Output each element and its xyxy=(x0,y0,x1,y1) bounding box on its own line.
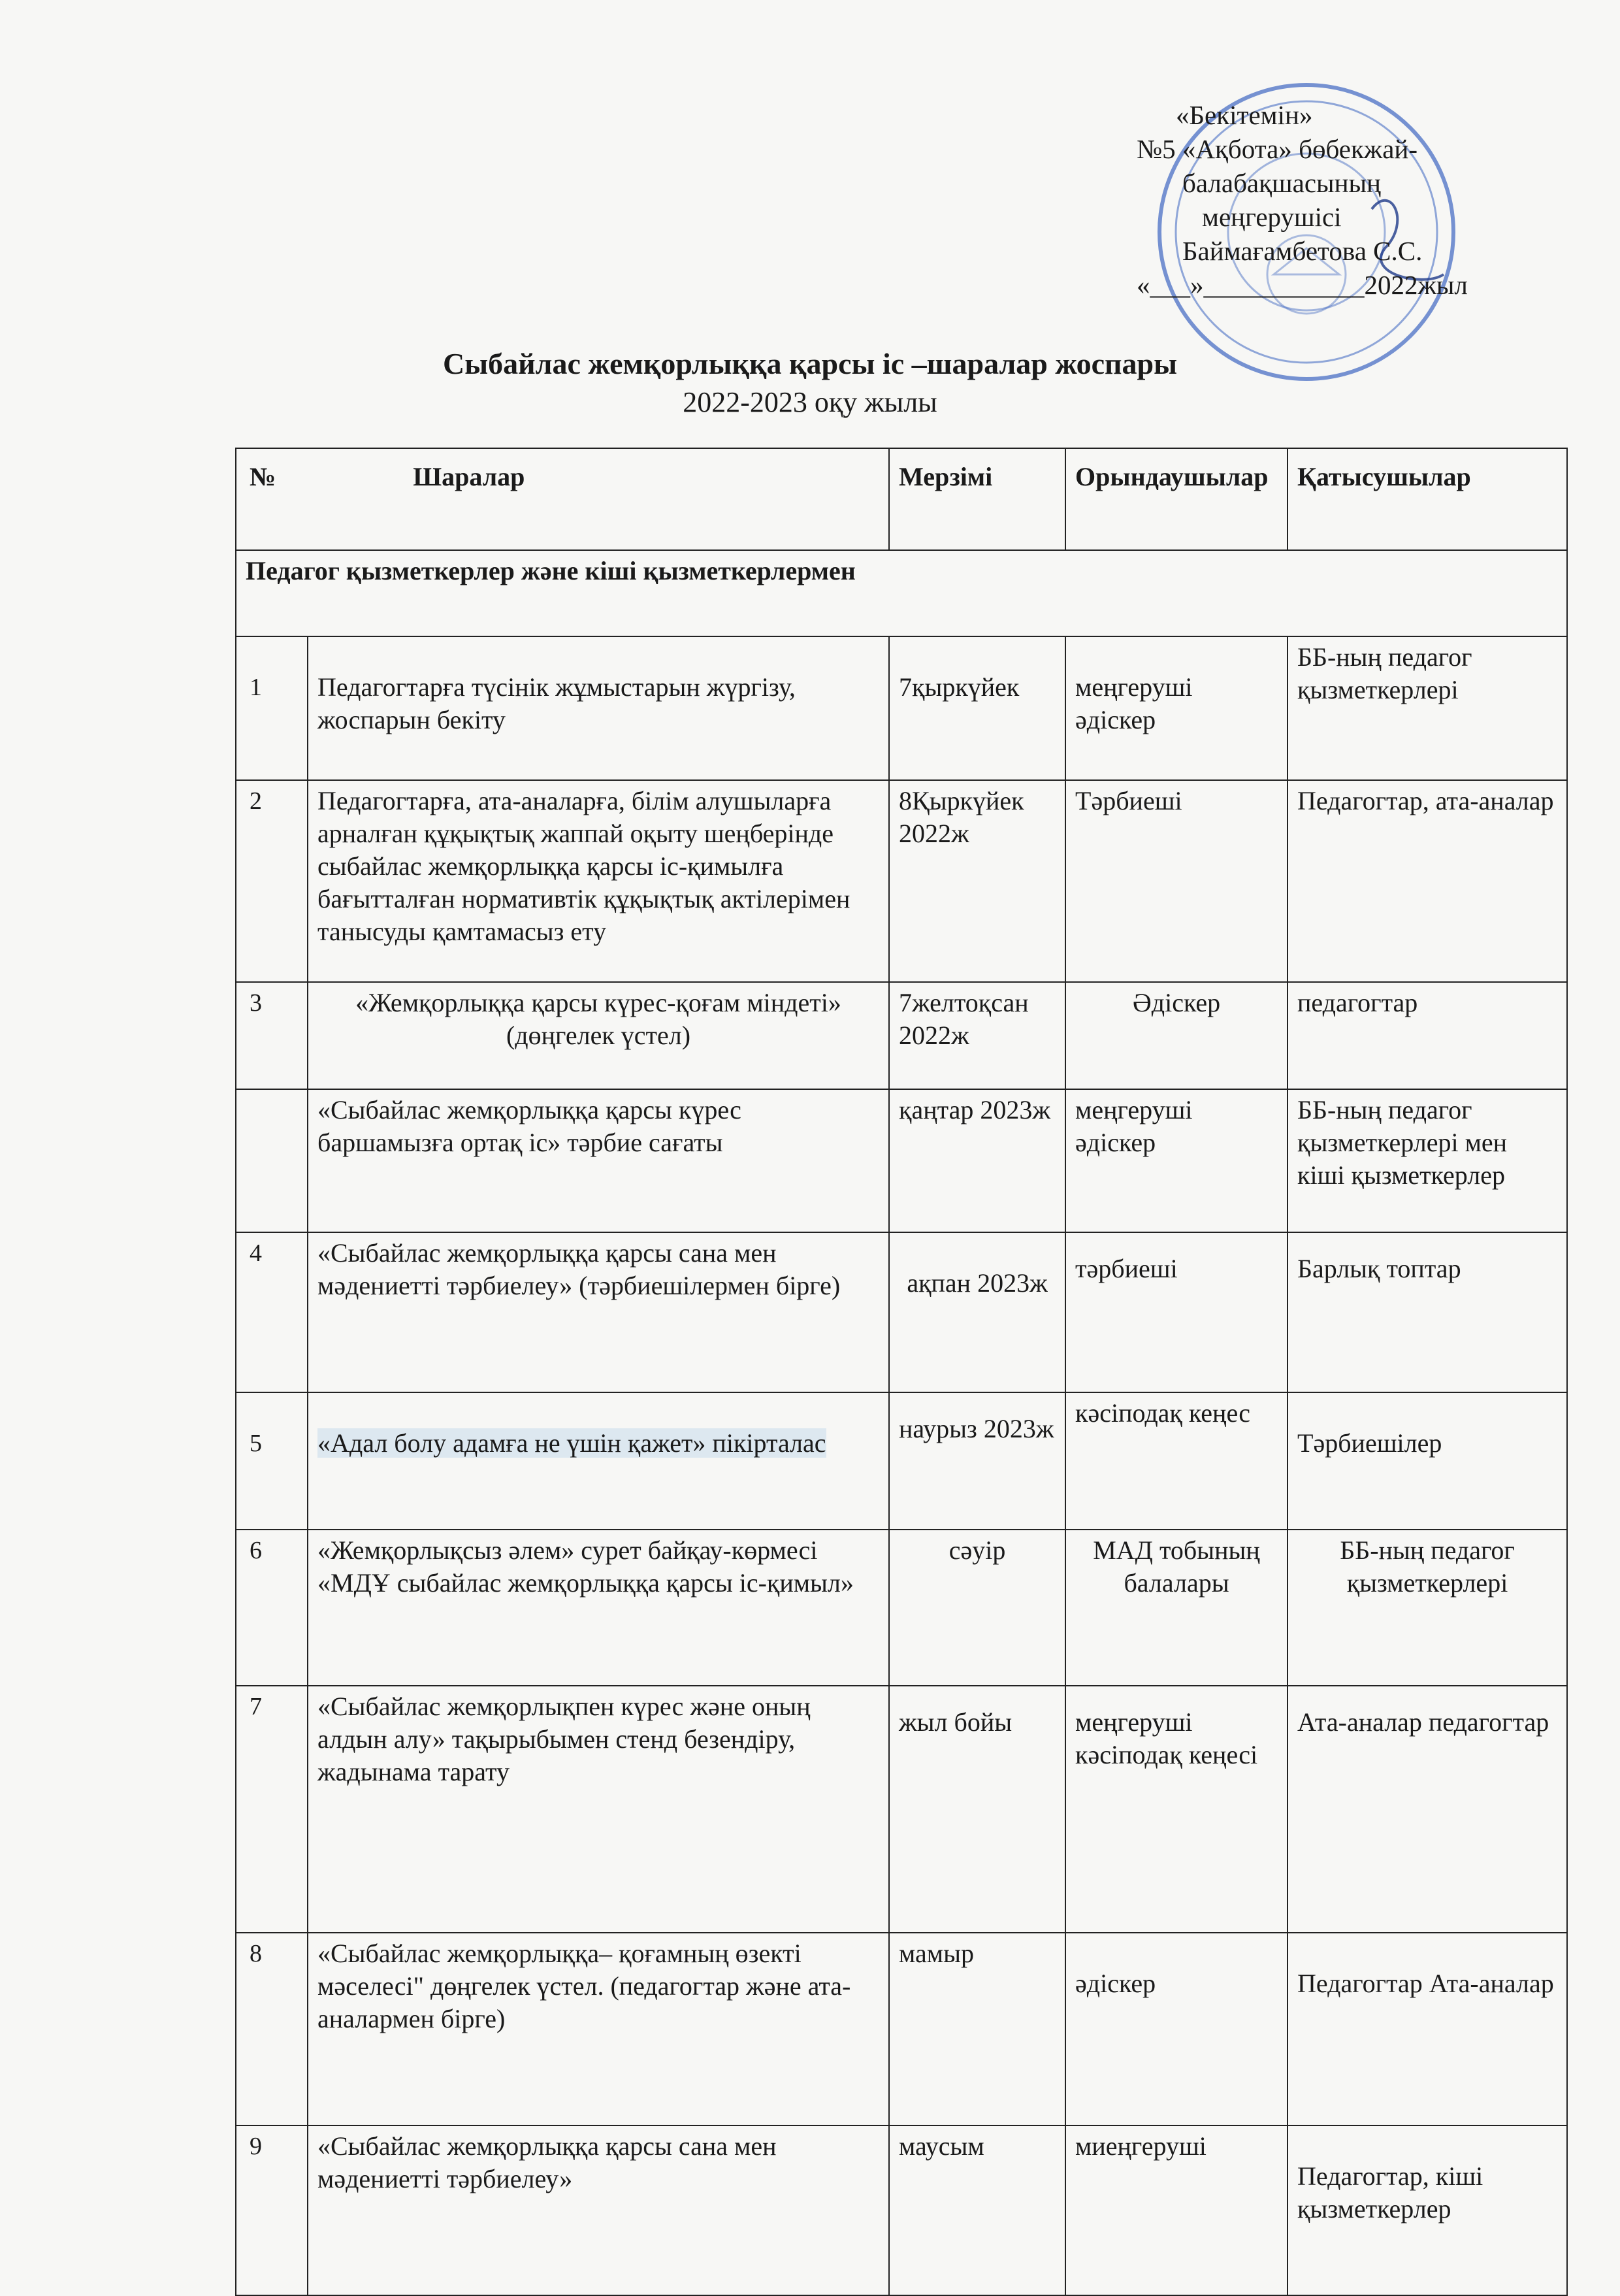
row-executor: миеңгеруші xyxy=(1065,2125,1288,2295)
approval-line: Баймағамбетова С.С. xyxy=(1182,236,1423,266)
row-event: Педагогтарға, ата-аналарға, білім алушыларға арналған құқықтық жаппай оқыту шеңберінде сыбайлас жемқорлыққа қарсы іс-қимылға бағытталған нормативтік құқықтық актілерімен танысуды қамтамасыз ету xyxy=(308,780,889,982)
row-executor: тәрбиеші xyxy=(1065,1232,1288,1392)
approval-line: «Бекітемін» xyxy=(1176,100,1313,130)
table-row xyxy=(236,1089,1567,1232)
row-event: «Сыбайлас жемқорлыққа қарсы сана мен мәдениетті тәрбиелеу» xyxy=(308,2125,889,2295)
section-title: Педагог қызметкерлер және кіші қызметкерлермен xyxy=(236,550,1567,636)
row-executor: Тәрбиеші xyxy=(1065,780,1288,982)
row-date: 7қыркүйек xyxy=(889,636,1065,780)
row-date: наурыз 2023ж xyxy=(889,1392,1065,1530)
row-participants: ББ-ның педагог қызметкерлері мен кіші қызметкерлер xyxy=(1288,1089,1567,1232)
table-row xyxy=(236,1530,1567,1686)
approval-line: меңгерушісі xyxy=(1202,202,1342,232)
row-executor: Әдіскер xyxy=(1065,982,1288,1089)
row-date: сәуір xyxy=(889,1530,1065,1686)
table-row xyxy=(236,2125,1567,2295)
row-event: «Сыбайлас жемқорлықпен күрес және оның алдын алу» тақырыбымен стенд безендіру, жадынама тарату xyxy=(308,1686,889,1933)
row-executor: меңгеруші әдіскер xyxy=(1065,636,1288,780)
row-event: «Сыбайлас жемқорлыққа қарсы күрес баршамызға ортақ іс» тәрбие сағаты xyxy=(308,1089,889,1232)
row-event: «Жемқорлыққа қарсы күрес-қоғам міндеті» (дөңгелек үстел) xyxy=(308,982,889,1089)
row-participants: Тәрбиешілер xyxy=(1288,1392,1567,1530)
row-date: қаңтар 2023ж xyxy=(889,1089,1065,1232)
row-number: 3 xyxy=(236,982,308,1089)
header-executor: Орындаушылар xyxy=(1065,448,1288,550)
row-date: ақпан 2023ж xyxy=(889,1232,1065,1392)
header-participants: Қатысушылар xyxy=(1288,448,1567,550)
table-header-row xyxy=(236,448,1567,550)
row-date: 7желтоқсан 2022ж xyxy=(889,982,1065,1089)
section-row xyxy=(236,550,1567,636)
table-row xyxy=(236,1392,1567,1530)
document-title: Сыбайлас жемқорлыққа қарсы іс –шаралар жоспары xyxy=(443,347,1177,380)
approval-block xyxy=(1110,98,1568,302)
row-participants: Ата-аналар педагогтар xyxy=(1288,1686,1567,1933)
row-participants: Педагогтар, кіші қызметкерлер xyxy=(1288,2125,1567,2295)
approval-line: балабақшасының xyxy=(1182,168,1381,198)
row-date: маусым xyxy=(889,2125,1065,2295)
table-row xyxy=(236,982,1567,1089)
row-date: 8Қыркүйек 2022ж xyxy=(889,780,1065,982)
table-row xyxy=(236,1232,1567,1392)
row-participants: ББ-ның педагог қызметкерлері xyxy=(1288,1530,1567,1686)
table-row xyxy=(236,1933,1567,2125)
row-number: 1 xyxy=(236,636,308,780)
row-number: 5 xyxy=(236,1392,308,1530)
table-row xyxy=(236,1686,1567,1933)
row-number: 8 xyxy=(236,1933,308,2125)
row-participants: ББ-ның педагог қызметкерлері xyxy=(1288,636,1567,780)
row-number: 7 xyxy=(236,1686,308,1933)
table-row xyxy=(236,636,1567,780)
header-date: Мерзімі xyxy=(889,448,1065,550)
row-event: «Жемқорлықсыз әлем» сурет байқау-көрмесі «МДҰ сыбайлас жемқорлыққа қарсы іс-қимыл» xyxy=(308,1530,889,1686)
row-participants: Барлық топтар xyxy=(1288,1232,1567,1392)
row-participants: педагогтар xyxy=(1288,982,1567,1089)
row-date: жыл бойы xyxy=(889,1686,1065,1933)
highlighted-text: «Адал болу адамға не үшін қажет» пікірталас xyxy=(317,1428,826,1458)
plan-table xyxy=(235,448,1568,2296)
row-executor: меңгеруші кәсіподақ кеңесі xyxy=(1065,1686,1288,1933)
header-events: Шаралар xyxy=(413,462,525,491)
row-number xyxy=(236,1089,308,1232)
header-number: № xyxy=(250,462,276,491)
row-number: 4 xyxy=(236,1232,308,1392)
approval-date-line: «___»____________2022жыл xyxy=(1137,270,1468,300)
row-event: «Сыбайлас жемқорлыққа қарсы сана мен мәдениетті тәрбиелеу» (тәрбиешілермен бірге) xyxy=(308,1232,889,1392)
row-executor: МАД тобының балалары xyxy=(1065,1530,1288,1686)
row-event: Педагогтарға түсінік жұмыстарын жүргізу, жоспарын бекіту xyxy=(308,636,889,780)
header-cell xyxy=(236,448,889,550)
row-number: 9 xyxy=(236,2125,308,2295)
row-participants: Педагогтар, ата-аналар xyxy=(1288,780,1567,982)
row-participants: Педагогтар Ата-аналар xyxy=(1288,1933,1567,2125)
academic-year-subtitle: 2022-2023 оқу жылы xyxy=(683,386,937,418)
row-date: мамыр xyxy=(889,1933,1065,2125)
table-row xyxy=(236,780,1567,982)
row-executor: әдіскер xyxy=(1065,1933,1288,2125)
row-event xyxy=(308,1392,889,1530)
row-number: 6 xyxy=(236,1530,308,1686)
approval-line: №5 «Ақбота» бөбекжай- xyxy=(1137,134,1418,164)
row-executor: меңгеруші әдіскер xyxy=(1065,1089,1288,1232)
row-executor: кәсіподақ кеңес xyxy=(1065,1392,1288,1530)
row-number: 2 xyxy=(236,780,308,982)
row-event: «Сыбайлас жемқорлыққа– қоғамның өзекті мәселесі" дөңгелек үстел. (педагогтар және ата-аналармен бірге) xyxy=(308,1933,889,2125)
